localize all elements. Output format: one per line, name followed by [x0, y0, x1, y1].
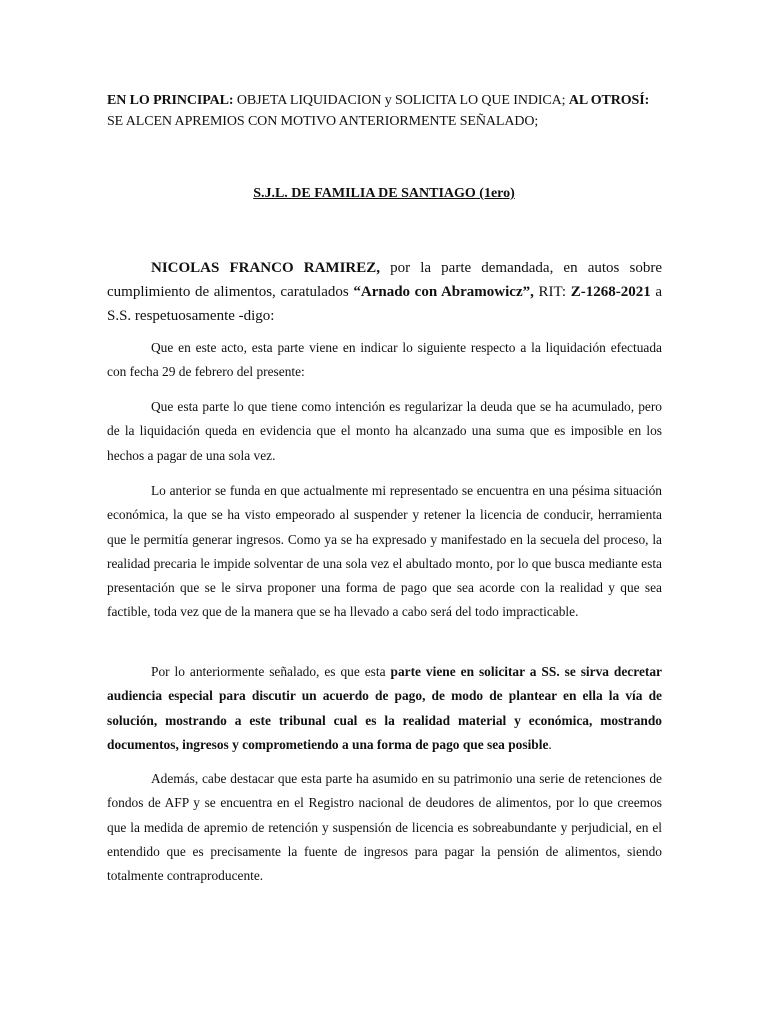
paragraph-5	[107, 767, 662, 888]
otrosi-label: AL OTROSÍ:	[568, 93, 650, 108]
intro-text-2: RIT:	[533, 284, 571, 300]
paragraph-4-end: .	[548, 736, 552, 752]
paragraph-4-request: parte viene en solicitar a SS. se sirva decretar audiencia especial para discutir un acuerdo de pago, de modo de plantear en ella la vía de solución, mostrando a este tribunal cual es la realidad material y económica, mostrando documentos, ingresos y comprometiendo a una forma de pago que sea posible	[107, 664, 662, 752]
court-heading: S.J.L. DE FAMILIA DE SANTIAGO (1ero)	[253, 186, 515, 201]
principal-label: EN LO PRINCIPAL:	[107, 93, 234, 108]
intro-paragraph	[107, 256, 662, 328]
intro-text-1: por la parte demandada, en autos sobre cumplimiento de alimentos, caratulados	[107, 260, 662, 300]
paragraph-2-text: Que esta parte lo que tiene como intención es regularizar la deuda que se ha acumulado, pero de la liquidación queda en evidencia que el monto ha alcanzado una suma que es imposible en los hechos a pagar de una sola vez.	[107, 399, 662, 463]
paragraph-3-text: Lo anterior se funda en que actualmente mi representado se encuentra en una pésima situación económica, la que se ha visto empeorado al suspender y retener la licencia de conducir, herramienta que le permitía generar ingresos. Como ya se ha expresado y manifestado en la secuela del proceso, la realidad precaria le impide solventar de una sola vez el abultado monto, por lo que busca mediante esta presentación que se le sirva proponer una forma de pago que sea acorde con la realidad y que sea factible, toda vez que de la manera que se ha llevado a cabo será del todo impracticable.	[107, 483, 662, 620]
paragraph-5-text: Además, cabe destacar que esta parte ha asumido en su patrimonio una serie de retenciones de fondos de AFP y se encuentra en el Registro nacional de deudores de alimentos, por lo que creemos que la medida de apremio de retención y suspensión de licencia es sobreabundante y perjudicial, en el entendido que es precisamente la fuente de ingresos para pagar la pensión de alimentos, siendo totalmente contraproducente.	[107, 771, 662, 884]
intro-text-3: a S.S. respetuosamente -digo:	[107, 284, 662, 324]
paragraph-3	[107, 479, 662, 625]
paragraph-4-text: Por lo anteriormente señalado, es que esta	[151, 664, 391, 679]
paragraph-1-text: Que en este acto, esta parte viene en indicar lo siguiente respecto a la liquidación efectuada con fecha 29 de febrero del presente:	[107, 340, 662, 380]
paragraph-4	[107, 660, 662, 757]
document-header	[107, 90, 667, 132]
rit-number: Z-1268-2021	[570, 284, 651, 300]
case-name: “Arnado con Abramowicz”,	[353, 284, 534, 300]
principal-text: OBJETA LIQUIDACION y SOLICITA LO QUE INDICA;	[233, 93, 569, 108]
otrosi-text: SE ALCEN APREMIOS CON MOTIVO ANTERIORMENTE SEÑALADO;	[107, 114, 539, 129]
party-name: NICOLAS FRANCO RAMIREZ,	[151, 260, 380, 276]
paragraph-1	[107, 336, 662, 385]
paragraph-2	[107, 395, 662, 468]
